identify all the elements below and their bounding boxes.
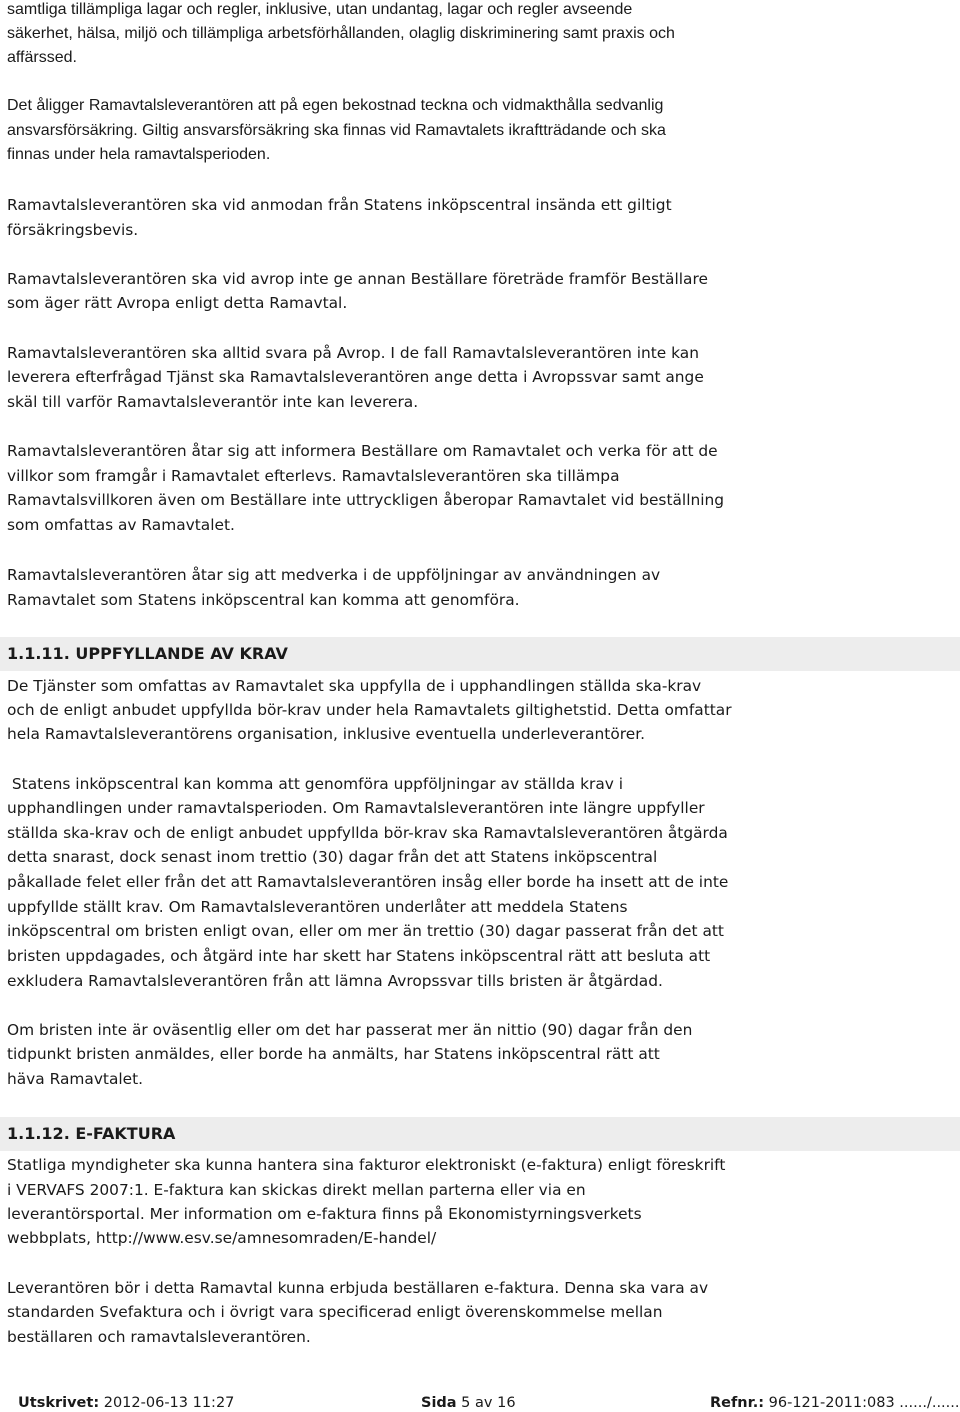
s11-p2-line-9: exkludera Ramavtalsleverantören från att lämna Avropssvar tills bristen är åtgärdad. [7,972,663,990]
s11-p3-line-2: tidpunkt bristen anmäldes, eller borde ha anmälts, har Statens inköpscentral rätt att [7,1045,660,1063]
priority-line-1: Ramavtalsleverantören ska vid avrop inte ge annan Beställare företräde framför Beställare [7,270,708,288]
s11-p1-line-1: De Tjänster som omfattas av Ramavtalet ska uppfylla de i upphandlingen ställda ska-krav [7,677,702,695]
priority-line-2: som äger rätt Avropa enligt detta Ramavtal. [7,294,348,312]
s12-p1-line-4: webbplats, http://www.esv.se/amnesomraden/E-handel/ [7,1229,437,1247]
inform-line-3: Ramavtalsvillkoren även om Beställare inte uttryckligen åberopar Ramavtalet vid beställning [7,491,725,509]
section-number: 1.1.12. [7,1124,70,1143]
insurance-line-3: finnas under hela ramavtalsperioden. [7,146,271,163]
s11-p1-line-2: och de enligt anbudet uppfyllda bör-krav under hela Ramavtalets giltighetstid. Detta omfattar [7,701,732,719]
section-heading [7,1124,175,1144]
s11-p1-line-3: hela Ramavtalsleverantörens organisation, inklusive eventuella underleverantörer. [7,725,646,743]
s12-p2-line-3: beställaren och ramavtalsleverantören. [7,1328,311,1346]
inform-line-2: villkor som framgår i Ramavtalet efterlevs. Ramavtalsleverantören ska tillämpa [7,467,620,485]
inform-line-4: som omfattas av Ramavtalet. [7,516,235,534]
section-heading [7,644,288,664]
s11-p2-line-6: uppfyllde ställt krav. Om Ramavtalsleverantören underlåter att meddela Statens [7,898,628,916]
s11-p3-line-1: Om bristen inte är oväsentlig eller om det har passerat mer än nittio (90) dagar från den [7,1021,693,1039]
section-number: 1.1.11. [7,644,70,663]
footer-page [421,1394,516,1412]
section-title: UPPFYLLANDE AV KRAV [75,644,288,663]
s11-p2-line-5: påkallade felet eller från det att Ramavtalsleverantören insåg eller borde ha insett att de inte [7,873,729,891]
s11-p2-line-3: ställda ska-krav och de enligt anbudet uppfyllda bör-krav ska Ramavtalsleverantören åtgärda [7,824,728,842]
intro-line-3: affärssed. [7,49,77,66]
intro-line-2: säkerhet, hälsa, miljö och tillämpliga arbetsförhållanden, olaglig diskriminering samt praxis och [7,25,675,42]
certificate-line-1: Ramavtalsleverantören ska vid anmodan från Statens inköpscentral insända ett giltigt [7,196,672,214]
s12-p1-line-1: Statliga myndigheter ska kunna hantera sina fakturor elektroniskt (e-faktura) enligt föreskrift [7,1156,726,1174]
s12-p1-line-3: leverantörsportal. Mer information om e-faktura finns på Ekonomistyrningsverkets [7,1205,642,1223]
footer-ref-value: 96-121-2011:083 ....../...... [764,1395,960,1411]
followup-line-2: Ramavtalet som Statens inköpscentral kan komma att genomföra. [7,591,520,609]
footer-page-value: 5 av 16 [456,1395,516,1411]
s11-p2-line-2: upphandlingen under ramavtalsperioden. Om Ramavtalsleverantören inte längre uppfyller [7,799,705,817]
s11-p3-line-3: häva Ramavtalet. [7,1070,144,1088]
s11-p2-line-4: detta snarast, dock senast inom trettio (30) dagar från det att Statens inköpscentral [7,848,658,866]
s11-p2-line-1: Statens inköpscentral kan komma att genomföra uppföljningar av ställda krav i [7,775,624,793]
footer-ref-label: Refnr.: [710,1395,765,1411]
footer-printed [18,1394,234,1412]
respond-line-3: skäl till varför Ramavtalsleverantör inte kan leverera. [7,393,419,411]
section-title: E-FAKTURA [75,1124,176,1143]
s11-p2-line-7: inköpscentral om bristen enligt ovan, eller om mer än trettio (30) dagar passerat från det att [7,922,724,940]
footer-printed-value: 2012-06-13 11:27 [99,1395,235,1411]
s12-p2-line-1: Leverantören bör i detta Ramavtal kunna erbjuda beställaren e-faktura. Denna ska vara av [7,1279,709,1297]
inform-line-1: Ramavtalsleverantören åtar sig att informera Beställare om Ramavtalet och verka för att de [7,442,718,460]
footer-page-label: Sida [421,1395,457,1411]
s12-p2-line-2: standarden Svefaktura och i övrigt vara specificerad enligt överenskommelse mellan [7,1303,663,1321]
respond-line-1: Ramavtalsleverantören ska alltid svara på Avrop. I de fall Ramavtalsleverantören inte kan [7,344,699,362]
s12-p1-line-2: i VERVAFS 2007:1. E-faktura kan skickas direkt mellan parterna eller via en [7,1181,586,1199]
footer-ref [710,1394,960,1412]
intro-line-1: samtliga tillämpliga lagar och regler, inklusive, utan undantag, lagar och regler avseende [7,1,633,18]
followup-line-1: Ramavtalsleverantören åtar sig att medverka i de uppföljningar av användningen av [7,566,661,584]
certificate-line-2: försäkringsbevis. [7,221,139,239]
footer-printed-label: Utskrivet: [18,1395,100,1411]
insurance-line-2: ansvarsförsäkring. Giltig ansvarsförsäkring ska finnas vid Ramavtalets ikraftträdande och ska [7,122,666,139]
respond-line-2: leverera efterfrågad Tjänst ska Ramavtalsleverantören ange detta i Avropssvar samt ange [7,368,704,386]
s11-p2-line-8: bristen uppdagades, och åtgärd inte har skett har Statens inköpscentral rätt att besluta att [7,947,711,965]
insurance-line-1: Det åligger Ramavtalsleverantören att på egen bekostnad teckna och vidmakthålla sedvanlig [7,97,664,114]
